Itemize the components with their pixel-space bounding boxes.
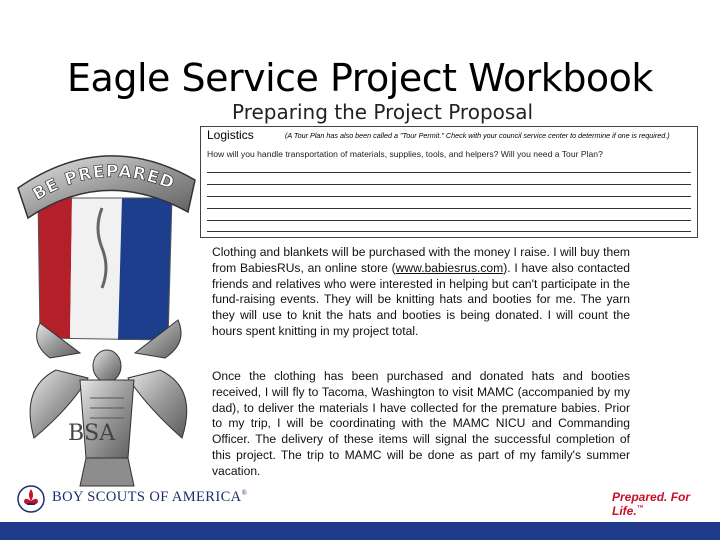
answer-line (207, 196, 691, 197)
babiesrus-link[interactable]: www.babiesrus.com (395, 260, 504, 275)
answer-paragraph-1: Clothing and blankets will be purchased with the money I raise. I will buy them from BabiesRUs, an online store (www.babiesrus.com). I have also contacted friends and relatives who were interested in helping but can't participate in the fund-raising events. They will be knitting hats and booties for me. The yarn they will use to knit the hats and booties is being donated. I will count the hours spent knitting in my project total. (212, 245, 631, 338)
answer-line (207, 172, 691, 173)
eagle-medal-icon (10, 108, 205, 490)
answer-line (207, 208, 691, 209)
bsa-wordmark: BOY SCOUTS OF AMERICA® (52, 489, 248, 505)
bsa-fleur-de-lis-icon (16, 484, 46, 514)
slide-title: Eagle Service Project Workbook (67, 56, 653, 100)
answer-line (207, 184, 691, 185)
logistics-form (200, 126, 698, 238)
bottom-bar (0, 522, 720, 540)
tagline: Prepared. For Life.™ (612, 490, 691, 518)
ribbon-text: BE PREPARED (29, 161, 178, 205)
answer-line (207, 231, 691, 232)
logistics-heading: Logistics (207, 128, 254, 142)
answer-paragraph-2: Once the clothing has been purchased and donated hats and booties received, I will fly to Tacoma, Washington to visit MAMC (accompanied by my dad), to deliver the materials I have collected for the premature babies. Prior to my trip, I will be coordinating with the MAMC NICU and Commanding Officer. The delivery of these items will signal the successful completion of this project. The trip to MAMC will be done as part of my family's summer vacation. (212, 369, 630, 478)
transportation-question: How will you handle transportation of materials, supplies, tools, and helpers? Will you need a Tour Plan? (207, 149, 603, 159)
slide-subtitle: Preparing the Project Proposal (232, 100, 534, 124)
answer-line (207, 220, 691, 221)
bsa-emblem-text: BSA (68, 421, 116, 446)
form-header (201, 127, 697, 143)
tour-plan-note: (A Tour Plan has also been called a "Tour Permit." Check with your council service center to determine if one is required.) (285, 131, 670, 140)
